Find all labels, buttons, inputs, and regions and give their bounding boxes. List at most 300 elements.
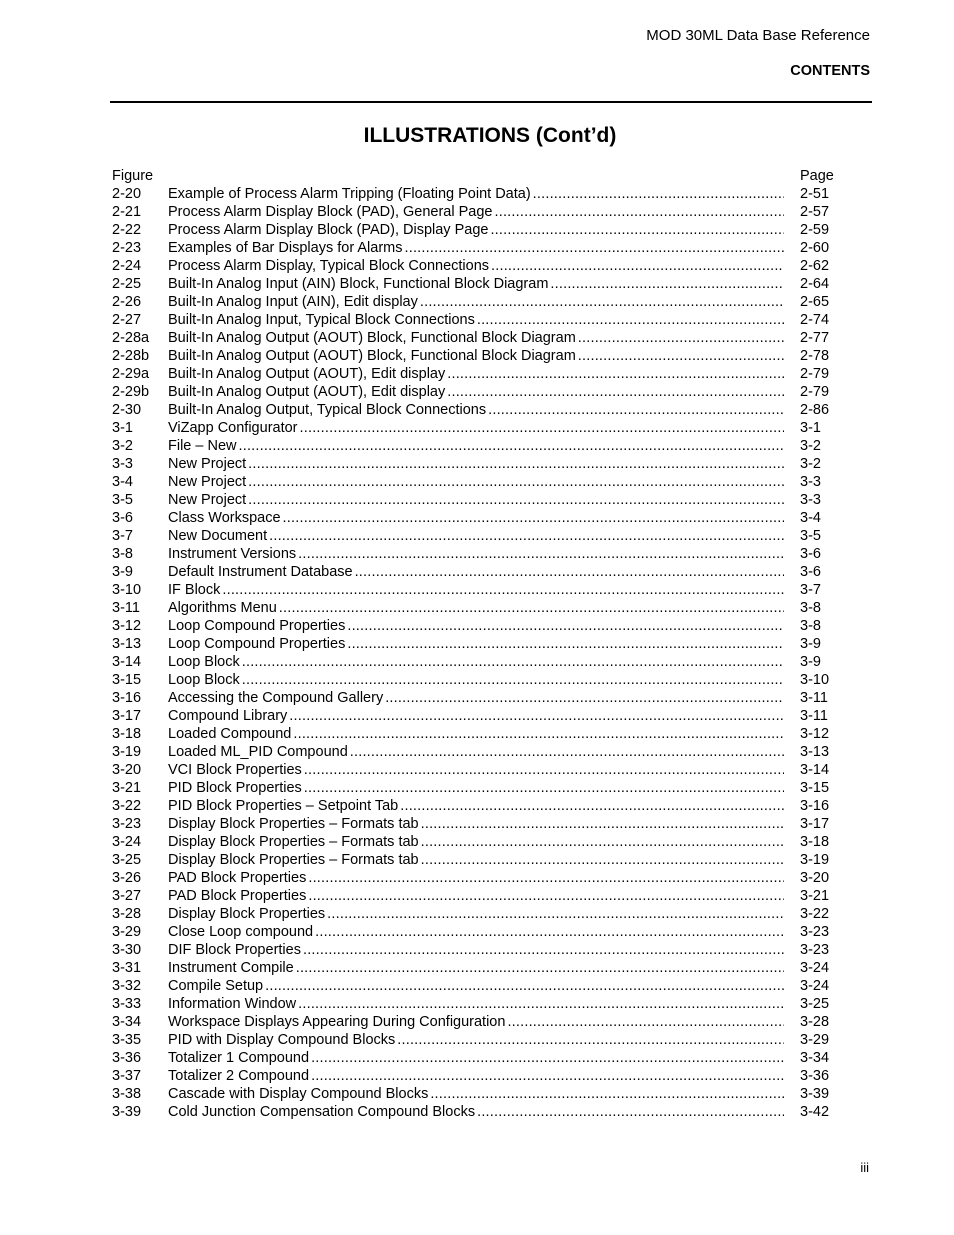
toc-entry[interactable] (112, 599, 834, 617)
page-reference: 2-78 (800, 348, 830, 364)
figure-caption: PID Block Properties (168, 780, 302, 796)
caption-with-leader (168, 851, 784, 869)
toc-entry[interactable] (112, 581, 834, 599)
toc-entry[interactable] (112, 761, 834, 779)
caption-with-leader (168, 761, 784, 779)
figure-caption: Display Block Properties (168, 906, 326, 922)
figure-caption: Loaded ML_PID Compound (168, 744, 348, 760)
dot-leader (222, 581, 784, 599)
dot-leader (495, 203, 785, 221)
figure-caption: Information Window (168, 996, 297, 1012)
caption-with-leader (168, 419, 784, 437)
figure-number: 3-31 (112, 960, 142, 976)
column-headings (112, 167, 834, 185)
dot-leader (279, 599, 784, 617)
toc-entry[interactable] (112, 887, 834, 905)
figure-number: 2-24 (112, 258, 142, 274)
caption-with-leader (168, 653, 784, 671)
figure-caption: Built-In Analog Output (AOUT), Edit display (168, 384, 446, 400)
figure-number: 3-37 (112, 1068, 142, 1084)
toc-entry[interactable] (112, 383, 834, 401)
page-reference: 3-4 (800, 510, 821, 526)
dot-leader (298, 545, 784, 563)
dot-leader (350, 743, 784, 761)
page-reference: 3-16 (800, 798, 830, 814)
toc-entry[interactable] (112, 401, 834, 419)
page-reference: 2-59 (800, 222, 830, 238)
figure-number: 3-28 (112, 906, 142, 922)
toc-entry[interactable] (112, 329, 834, 347)
caption-with-leader (168, 689, 784, 707)
figure-number: 3-36 (112, 1050, 142, 1066)
page-reference: 3-2 (800, 456, 821, 472)
figure-number: 2-21 (112, 204, 142, 220)
figure-caption: Built-In Analog Output (AOUT) Block, Functional Block Diagram (168, 330, 576, 346)
figure-caption: Loop Compound Properties (168, 618, 346, 634)
page-reference: 2-74 (800, 312, 830, 328)
figure-number: 3-33 (112, 996, 142, 1012)
toc-entry[interactable] (112, 1031, 834, 1049)
figure-number: 3-24 (112, 834, 142, 850)
page-title: ILLUSTRATIONS (Cont’d) (363, 124, 617, 147)
figure-number: 3-4 (112, 474, 133, 490)
figure-number: 3-23 (112, 816, 142, 832)
toc-entry[interactable] (112, 923, 834, 941)
dot-leader (303, 941, 784, 959)
dot-leader (283, 509, 784, 527)
page-reference: 3-21 (800, 888, 830, 904)
toc-entry[interactable] (112, 257, 834, 275)
figure-number: 3-25 (112, 852, 142, 868)
page-reference: 2-79 (800, 384, 830, 400)
caption-with-leader (168, 275, 784, 293)
dot-leader (421, 833, 784, 851)
figure-number: 3-8 (112, 546, 133, 562)
figure-number: 3-2 (112, 438, 133, 454)
dot-leader (578, 329, 784, 347)
toc-entry[interactable] (112, 851, 834, 869)
toc-entry[interactable] (112, 239, 834, 257)
running-head (646, 26, 870, 81)
dot-leader (491, 257, 784, 275)
page-reference: 3-18 (800, 834, 830, 850)
figure-caption: Process Alarm Display, Typical Block Connections (168, 258, 490, 274)
toc-entry[interactable] (112, 473, 834, 491)
figure-number: 3-11 (112, 600, 140, 616)
caption-with-leader (168, 185, 784, 203)
caption-with-leader (168, 995, 784, 1013)
figure-caption: File – New (168, 438, 237, 454)
figure-number: 3-16 (112, 690, 142, 706)
figure-column-heading: Figure (112, 168, 154, 184)
caption-with-leader (168, 869, 784, 887)
figure-caption: Built-In Analog Input (AIN), Edit display (168, 294, 418, 310)
dot-leader (347, 635, 784, 653)
figure-number: 3-12 (112, 618, 142, 634)
toc-entry[interactable] (112, 635, 834, 653)
page-reference: 2-62 (800, 258, 830, 274)
toc-entry[interactable] (112, 1067, 834, 1085)
toc-entry[interactable] (112, 959, 834, 977)
dot-leader (355, 563, 784, 581)
page-reference: 3-24 (800, 978, 830, 994)
figure-caption: New Project (168, 456, 247, 472)
toc-entry[interactable] (112, 1103, 834, 1121)
figure-caption: PID with Display Compound Blocks (168, 1032, 396, 1048)
figure-caption: New Project (168, 492, 247, 508)
figure-caption: PID Block Properties – Setpoint Tab (168, 798, 399, 814)
page-reference: 3-23 (800, 942, 830, 958)
dot-leader (550, 275, 784, 293)
dot-leader (385, 689, 784, 707)
figure-number: 3-14 (112, 654, 142, 670)
toc-entry[interactable] (112, 905, 834, 923)
caption-with-leader (168, 527, 784, 545)
page-reference: 2-57 (800, 204, 830, 220)
dot-leader (490, 221, 784, 239)
caption-with-leader (168, 239, 784, 257)
page-reference: 3-8 (800, 600, 821, 616)
figure-number: 3-27 (112, 888, 142, 904)
page-reference: 2-77 (800, 330, 830, 346)
toc-entry[interactable] (112, 779, 834, 797)
toc-entry[interactable] (112, 743, 834, 761)
toc-entry[interactable] (112, 941, 834, 959)
header-rule (110, 101, 872, 103)
figure-caption: Algorithms Menu (168, 600, 277, 616)
page-reference: 3-5 (800, 528, 821, 544)
figure-caption: Close Loop compound (168, 924, 314, 940)
figure-caption: Instrument Versions (168, 546, 297, 562)
page-reference: 3-39 (800, 1086, 830, 1102)
figure-number: 2-26 (112, 294, 142, 310)
page-reference: 2-79 (800, 366, 830, 382)
caption-with-leader (168, 365, 784, 383)
figure-number: 2-29a (112, 366, 150, 382)
toc-entry[interactable] (112, 275, 834, 293)
figure-number: 3-35 (112, 1032, 142, 1048)
figure-caption: Example of Process Alarm Tripping (Floating Point Data) (168, 186, 531, 202)
page-reference: 3-11 (800, 708, 828, 724)
page-reference: 3-17 (800, 816, 830, 832)
document-title: MOD 30ML Data Base Reference (646, 27, 870, 44)
figure-number: 3-1 (112, 420, 133, 436)
dot-leader (242, 653, 784, 671)
caption-with-leader (168, 221, 784, 239)
page-reference: 3-25 (800, 996, 830, 1012)
toc-entry[interactable] (112, 653, 834, 671)
figure-caption: Totalizer 1 Compound (168, 1050, 310, 1066)
dot-leader (405, 239, 785, 257)
figure-number: 3-19 (112, 744, 142, 760)
figure-caption: Workspace Displays Appearing During Configuration (168, 1014, 506, 1030)
caption-with-leader (168, 1013, 784, 1031)
dot-leader (507, 1013, 784, 1031)
figure-caption: Built-In Analog Output (AOUT), Edit display (168, 366, 446, 382)
figure-caption: ViZapp Configurator (168, 420, 298, 436)
page-reference: 3-8 (800, 618, 821, 634)
dot-leader (304, 761, 784, 779)
caption-with-leader (168, 779, 784, 797)
page-reference: 2-60 (800, 240, 830, 256)
dot-leader (421, 815, 784, 833)
caption-with-leader (168, 329, 784, 347)
caption-with-leader (168, 473, 784, 491)
dot-leader (397, 1031, 784, 1049)
caption-with-leader (168, 977, 784, 995)
caption-with-leader (168, 923, 784, 941)
caption-with-leader (168, 797, 784, 815)
toc-entry[interactable] (112, 563, 834, 581)
toc-entry[interactable] (112, 671, 834, 689)
figure-number: 2-30 (112, 402, 142, 418)
dot-leader (447, 383, 784, 401)
figure-caption: Display Block Properties – Formats tab (168, 816, 419, 832)
toc-entry[interactable] (112, 455, 834, 473)
toc-entry[interactable] (112, 617, 834, 635)
dot-leader (248, 491, 784, 509)
page-number: iii (860, 1160, 869, 1175)
dot-leader (533, 185, 784, 203)
dot-leader (289, 707, 784, 725)
caption-with-leader (168, 1031, 784, 1049)
caption-with-leader (168, 1067, 784, 1085)
dot-leader (242, 671, 784, 689)
toc-entry[interactable] (112, 977, 834, 995)
figure-caption: PAD Block Properties (168, 870, 307, 886)
figure-caption: Built-In Analog Output (AOUT) Block, Functional Block Diagram (168, 348, 576, 364)
caption-with-leader (168, 725, 784, 743)
toc-entry[interactable] (112, 725, 834, 743)
figure-caption: Built-In Analog Input (AIN) Block, Functional Block Diagram (168, 276, 549, 292)
figure-caption: Compound Library (168, 708, 288, 724)
toc-entry[interactable] (112, 1049, 834, 1067)
toc-entry[interactable] (112, 995, 834, 1013)
figure-number: 3-20 (112, 762, 142, 778)
toc-entry[interactable] (112, 293, 834, 311)
page-column-heading: Page (800, 168, 834, 184)
figure-caption: Display Block Properties – Formats tab (168, 834, 419, 850)
caption-with-leader (168, 437, 784, 455)
section-label: CONTENTS (790, 63, 870, 79)
caption-with-leader (168, 401, 784, 419)
toc-entry[interactable] (112, 1085, 834, 1103)
figure-caption: Cold Junction Compensation Compound Blocks (168, 1104, 476, 1120)
figure-caption: Accessing the Compound Gallery (168, 690, 384, 706)
figure-number: 3-13 (112, 636, 142, 652)
page-reference: 3-3 (800, 492, 821, 508)
page-reference: 3-2 (800, 438, 821, 454)
figure-number: 3-21 (112, 780, 142, 796)
figure-number: 3-39 (112, 1104, 142, 1120)
toc-entry[interactable] (112, 1013, 834, 1031)
toc-entry[interactable] (112, 491, 834, 509)
page-reference: 3-9 (800, 654, 821, 670)
figure-caption: Instrument Compile (168, 960, 294, 976)
page-reference: 3-34 (800, 1050, 830, 1066)
toc-entry[interactable] (112, 203, 834, 221)
figure-number: 3-15 (112, 672, 142, 688)
figure-caption: Loop Compound Properties (168, 636, 346, 652)
caption-with-leader (168, 311, 784, 329)
caption-with-leader (168, 1049, 784, 1067)
dot-leader (447, 365, 784, 383)
figure-number: 3-17 (112, 708, 142, 724)
page-reference: 2-51 (800, 186, 830, 202)
figure-number: 3-32 (112, 978, 142, 994)
dot-leader (477, 311, 784, 329)
toc-entry[interactable] (112, 833, 834, 851)
dot-leader (488, 401, 784, 419)
dot-leader (311, 1049, 784, 1067)
dot-leader (430, 1085, 784, 1103)
dot-leader (298, 995, 784, 1013)
page-reference: 2-64 (800, 276, 830, 292)
toc-entry[interactable] (112, 311, 834, 329)
dot-leader (421, 851, 784, 869)
dot-leader (327, 905, 784, 923)
caption-with-leader (168, 383, 784, 401)
toc-entry[interactable] (112, 689, 834, 707)
figure-number: 2-29b (112, 384, 150, 400)
toc-entry[interactable] (112, 797, 834, 815)
dot-leader (578, 347, 784, 365)
caption-with-leader (168, 707, 784, 725)
figure-caption: Examples of Bar Displays for Alarms (168, 240, 403, 256)
figure-caption: New Document (168, 528, 268, 544)
figure-number: 2-20 (112, 186, 142, 202)
caption-with-leader (168, 599, 784, 617)
toc-entry[interactable] (112, 437, 834, 455)
caption-with-leader (168, 1085, 784, 1103)
figure-caption: Default Instrument Database (168, 564, 353, 580)
page-reference: 3-42 (800, 1104, 830, 1120)
figure-caption: Built-In Analog Input, Typical Block Connections (168, 312, 475, 328)
page-reference: 3-14 (800, 762, 830, 778)
caption-with-leader (168, 491, 784, 509)
figure-caption: Process Alarm Display Block (PAD), General Page (168, 204, 493, 220)
figure-number: 3-18 (112, 726, 142, 742)
page-reference: 3-22 (800, 906, 830, 922)
dot-leader (293, 725, 784, 743)
page-reference: 3-24 (800, 960, 830, 976)
toc-entry[interactable] (112, 185, 834, 203)
dot-leader (347, 617, 784, 635)
figure-number: 3-10 (112, 582, 142, 598)
toc-entry[interactable] (112, 509, 834, 527)
page-reference: 3-13 (800, 744, 830, 760)
page-reference: 2-86 (800, 402, 830, 418)
toc-entry[interactable] (112, 365, 834, 383)
figure-number: 3-5 (112, 492, 133, 508)
page-reference: 3-36 (800, 1068, 830, 1084)
figure-caption: Totalizer 2 Compound (168, 1068, 310, 1084)
dot-leader (248, 455, 784, 473)
figure-number: 2-27 (112, 312, 142, 328)
dot-leader (477, 1103, 784, 1121)
caption-with-leader (168, 635, 784, 653)
dot-leader (420, 293, 784, 311)
toc-entry[interactable] (112, 221, 834, 239)
figure-number: 2-22 (112, 222, 142, 238)
figure-caption: Loop Block (168, 672, 240, 688)
toc-entry[interactable] (112, 815, 834, 833)
figure-caption: Display Block Properties – Formats tab (168, 852, 419, 868)
figure-caption: IF Block (168, 582, 221, 598)
caption-with-leader (168, 1103, 784, 1121)
page-reference: 3-28 (800, 1014, 830, 1030)
page-reference: 3-15 (800, 780, 830, 796)
dot-leader (296, 959, 784, 977)
dot-leader (315, 923, 784, 941)
figure-caption: New Project (168, 474, 247, 490)
figure-caption: DIF Block Properties (168, 942, 301, 958)
caption-with-leader (168, 671, 784, 689)
figure-number: 3-38 (112, 1086, 142, 1102)
caption-with-leader (168, 347, 784, 365)
dot-leader (248, 473, 784, 491)
dot-leader (300, 419, 784, 437)
figure-number: 2-28b (112, 348, 150, 364)
toc-entry[interactable] (112, 869, 834, 887)
page-reference: 3-1 (800, 420, 821, 436)
figure-number: 2-28a (112, 330, 150, 346)
figure-number: 3-9 (112, 564, 133, 580)
figure-number: 3-29 (112, 924, 142, 940)
figure-caption: Built-In Analog Output, Typical Block Connections (168, 402, 487, 418)
figure-number: 3-34 (112, 1014, 142, 1030)
page-reference: 3-3 (800, 474, 821, 490)
caption-with-leader (168, 563, 784, 581)
dot-leader (400, 797, 784, 815)
caption-with-leader (168, 581, 784, 599)
dot-leader (239, 437, 785, 455)
page-reference: 3-6 (800, 564, 821, 580)
page-reference: 3-23 (800, 924, 830, 940)
toc-entry[interactable] (112, 527, 834, 545)
dot-leader (308, 869, 784, 887)
dot-leader (265, 977, 784, 995)
figure-caption: Process Alarm Display Block (PAD), Display Page (168, 222, 489, 238)
caption-with-leader (168, 815, 784, 833)
figure-caption: Class Workspace (168, 510, 281, 526)
figure-caption: VCI Block Properties (168, 762, 302, 778)
page-reference: 3-10 (800, 672, 830, 688)
caption-with-leader (168, 293, 784, 311)
page-reference: 3-11 (800, 690, 828, 706)
dot-leader (304, 779, 784, 797)
dot-leader (308, 887, 784, 905)
caption-with-leader (168, 545, 784, 563)
figure-number: 3-6 (112, 510, 133, 526)
illustrations-list (112, 167, 834, 1121)
figure-caption: Loaded Compound (168, 726, 292, 742)
caption-with-leader (168, 743, 784, 761)
figure-caption: PAD Block Properties (168, 888, 307, 904)
page-reference: 3-7 (800, 582, 821, 598)
toc-entry[interactable] (112, 419, 834, 437)
page-reference: 2-65 (800, 294, 830, 310)
toc-entry[interactable] (112, 545, 834, 563)
figure-number: 3-26 (112, 870, 142, 886)
toc-entry[interactable] (112, 707, 834, 725)
dot-leader (311, 1067, 784, 1085)
page-reference: 3-9 (800, 636, 821, 652)
caption-with-leader (168, 941, 784, 959)
caption-with-leader (168, 257, 784, 275)
figure-caption: Compile Setup (168, 978, 264, 994)
toc-entry[interactable] (112, 347, 834, 365)
